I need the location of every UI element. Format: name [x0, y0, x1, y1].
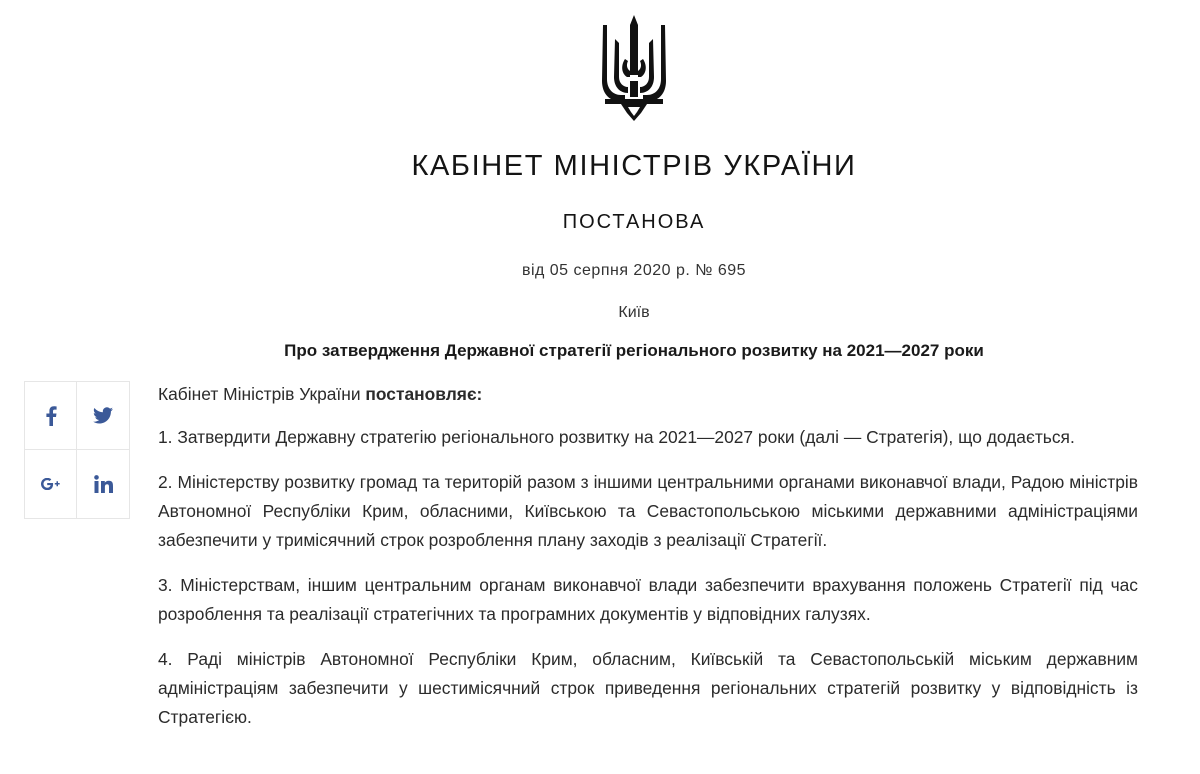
facebook-icon — [45, 406, 57, 426]
linkedin-icon — [94, 475, 113, 493]
twitter-icon — [93, 407, 113, 424]
google-plus-icon — [41, 478, 61, 490]
document-subject: Про затвердження Державної стратегії регіонального розвитку на 2021—2027 роки — [284, 341, 984, 360]
document-date: від 05 серпня 2020 р. № 695 — [521, 262, 747, 279]
intro-paragraph — [158, 380, 1138, 409]
document-body — [158, 380, 1138, 748]
share-panel — [24, 381, 130, 519]
intro-text: Кабінет Міністрів України — [158, 384, 366, 404]
paragraph-1: 1. Затвердити Державну стратегію регіонального розвитку на 2021—2027 роки (далі — Стратегія), що додається. — [158, 427, 1075, 447]
paragraph-3: 3. Міністерствам, іншим центральним органам виконавчої влади забезпечити врахування положень Стратегії під час розроблення та реалізації стратегічних та програмних документів у відповідних галузях. — [158, 575, 1138, 624]
paragraph-2: 2. Міністерству розвитку громад та територій разом з іншими центральними органами виконавчої влади, Радою міністрів Автономної Республіки Крим, обласними, Київською та Севастопольською міськими державними адміністраціями забезпечити у тримісячний строк розроблення плану заходів з реалізації Стратегії. — [158, 472, 1138, 550]
share-twitter-button[interactable] — [77, 382, 129, 450]
share-google-plus-button[interactable] — [25, 450, 77, 518]
ukraine-trident-icon — [601, 15, 667, 121]
share-facebook-button[interactable] — [25, 382, 77, 450]
document-type: ПОСТАНОВА — [562, 211, 706, 233]
paragraph-4: 4. Раді міністрів Автономної Республіки Крим, обласним, Київській та Севастопольській міським державним адміністраціям забезпечити у шестимісячний строк приведення регіональних стратегій розвитку у відповідність із Стратегією. — [158, 649, 1138, 727]
organization-title: КАБІНЕТ МІНІСТРІВ УКРАЇНИ — [411, 150, 857, 182]
document-place: Київ — [618, 304, 650, 321]
intro-decree-word: постановляє: — [365, 384, 483, 404]
share-linkedin-button[interactable] — [77, 450, 129, 518]
